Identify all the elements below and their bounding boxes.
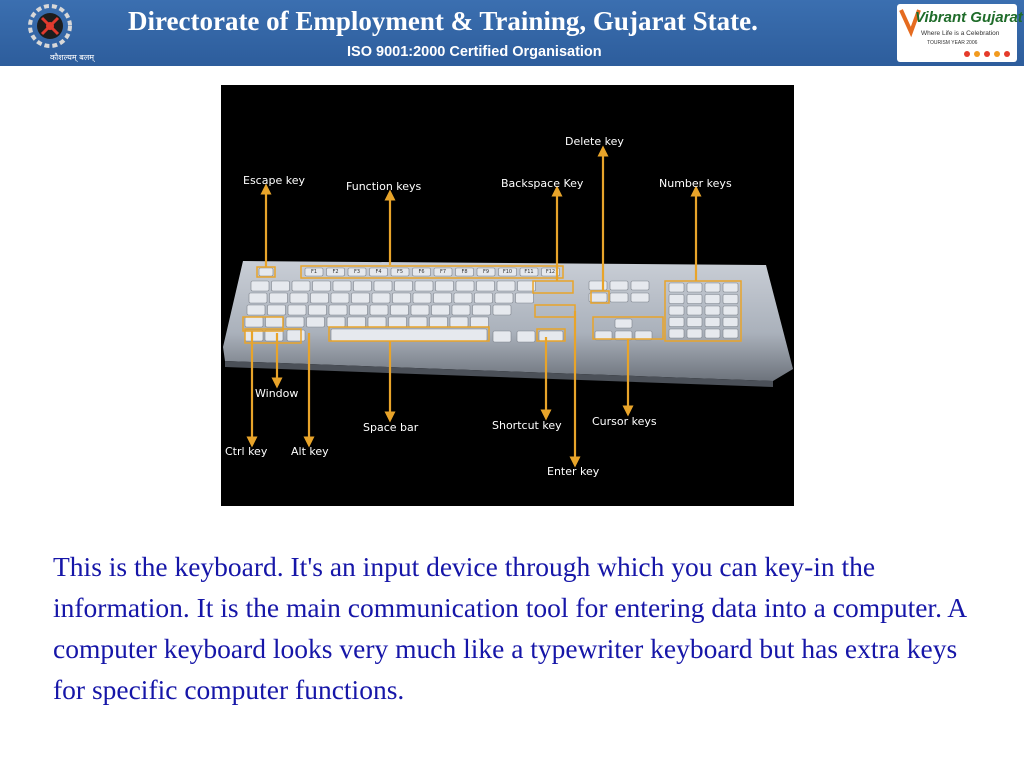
key-numpad [687,329,702,338]
key-numpad [669,306,684,315]
key-numpad [723,318,738,327]
key-main [311,293,329,303]
key-main [245,317,263,327]
key-main [270,293,288,303]
key-main [331,293,349,303]
key-main [309,305,327,315]
key-main [348,317,366,327]
key-main [475,293,493,303]
key-numpad [705,318,720,327]
key-main [247,305,265,315]
label-enter: Enter key [547,465,600,478]
key-escape [259,268,273,276]
key-numpad [669,329,684,338]
key-main [389,317,407,327]
key-window-right [517,331,535,342]
key-numpad [705,295,720,304]
key-main [249,293,267,303]
key-main [288,305,306,315]
label-alt: Alt key [291,445,329,458]
key-nav [610,293,628,302]
key-main [477,281,495,291]
label-number: Number keys [659,177,732,190]
vg-tagline: Where Life is a Celebration [921,30,1000,37]
key-numpad [705,306,720,315]
fkey-label: F9 [482,269,490,275]
key-main [272,281,290,291]
key-main [268,305,286,315]
keyboard-diagram-svg [221,85,794,506]
key-main [493,305,511,315]
key-numpad [705,329,720,338]
fkey-label: F10 [502,269,513,275]
key-main [266,317,284,327]
key-main [452,305,470,315]
key-main [333,281,351,291]
key-main [329,305,347,315]
label-cursor: Cursor keys [592,415,657,428]
page-subtitle: ISO 9001:2000 Certified Organisation [347,44,602,60]
key-numpad [669,295,684,304]
key-main [516,293,534,303]
fkey-label: F11 [524,269,534,275]
fkey-label: F4 [375,269,382,275]
key-numpad [705,283,720,292]
label-escape: Escape key [243,174,305,187]
header-banner [0,0,1024,66]
key-numpad [687,295,702,304]
label-shortcut: Shortcut key [492,419,562,432]
key-nav [631,281,649,290]
key-nav [610,281,628,290]
key-shortcut [539,331,563,341]
page-title: Directorate of Employment & Training, Gujarat State. [128,6,758,36]
fkey-label: F3 [353,269,361,275]
key-main [409,317,427,327]
key-numpad [687,306,702,315]
key-main [313,281,331,291]
key-main [415,281,433,291]
fkey-label: F1 [310,269,318,275]
key-numpad [723,295,738,304]
key-main [391,305,409,315]
label-backspace: Backspace Key [501,177,584,190]
key-numpad [723,306,738,315]
key-main [395,281,413,291]
key-main [430,317,448,327]
key-main [434,293,452,303]
key-nav [631,293,649,302]
key-main [292,281,310,291]
key-main [286,317,304,327]
vg-year: TOURISM YEAR 2006 [927,40,978,46]
fkey-label: F8 [461,269,468,275]
label-function: Function keys [346,180,422,193]
key-numpad [723,283,738,292]
fkey-label: F7 [439,269,447,275]
key-main [456,281,474,291]
key-main [471,317,489,327]
fkey-label: F5 [396,269,404,275]
key-main [290,293,308,303]
key-main [413,293,431,303]
keyboard-diagram [221,85,794,506]
key-space-bar [331,329,487,341]
logo-caption: कौशल्यम् बलम् [49,53,95,62]
key-main [327,317,345,327]
key-main [354,281,372,291]
key-cursor [615,319,632,328]
body-paragraph: This is the keyboard. It's an input device through which you can key-in the information. It is the main communication tool for entering data into a computer. A computer keyboard looks very much like a typewriter keyboard but has extra keys for specific computer functions. [53,551,966,705]
key-main [307,317,325,327]
label-space: Space bar [363,421,419,434]
key-main [251,281,269,291]
key-alt [287,330,305,341]
key-main [352,293,370,303]
key-main [372,293,390,303]
vg-brand: Vibrant Gujarat [915,9,1023,26]
label-delete: Delete key [565,135,624,148]
key-alt-right [493,331,511,342]
fkey-label: F6 [418,269,425,275]
key-main [411,305,429,315]
key-main [370,305,388,315]
vibrant-gujarat-logo [897,4,1023,62]
key-numpad [669,283,684,292]
key-numpad [687,283,702,292]
key-main [350,305,368,315]
key-main [473,305,491,315]
key-main [432,305,450,315]
key-main [497,281,515,291]
key-main [454,293,472,303]
directorate-logo [22,2,95,64]
fkey-label: F2 [332,269,339,275]
key-numpad [687,318,702,327]
key-numpad [723,329,738,338]
key-main [368,317,386,327]
key-nav [589,281,607,290]
key-main [374,281,392,291]
label-ctrl: Ctrl key [225,445,268,458]
label-window: Window [255,387,299,400]
key-main [495,293,513,303]
key-numpad [669,318,684,327]
key-main [450,317,468,327]
fkey-label: F12 [545,269,556,275]
key-main [436,281,454,291]
key-main [393,293,411,303]
